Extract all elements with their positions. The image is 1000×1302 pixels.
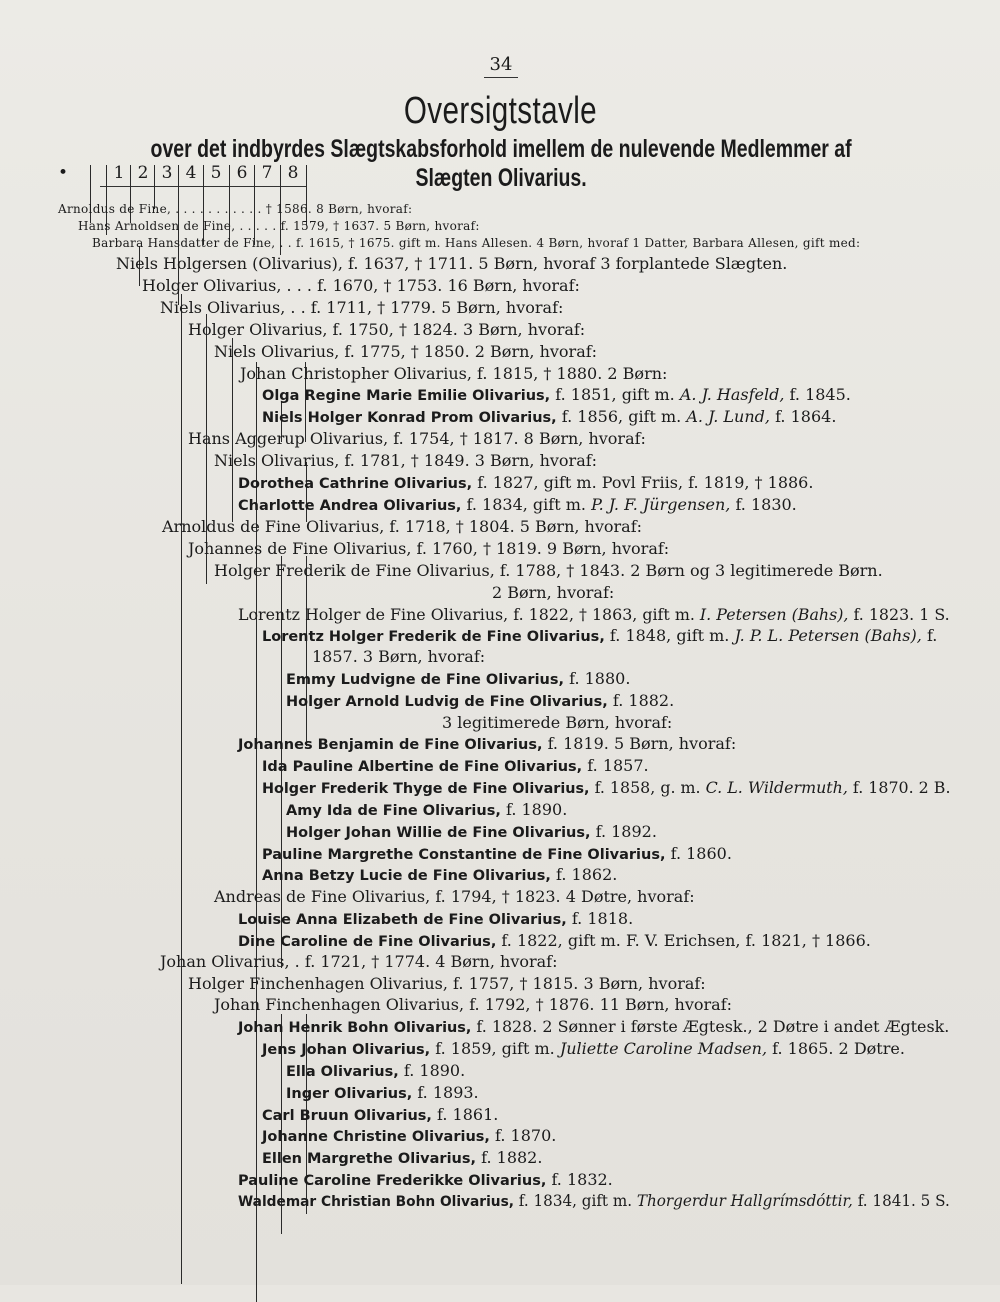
person-details: f. 1851, gift m. [555, 385, 675, 404]
spouse-name: J. P. L. Petersen (Bahs), [734, 626, 922, 645]
person-details: f. 1815, † 1880. 2 Børn: [477, 364, 668, 383]
person-name: Dine Caroline de Fine Olivarius, [238, 934, 497, 950]
family-row [238, 472, 813, 494]
page-number: 34 [484, 54, 518, 78]
person-details-tail: f. 1865. 2 Døtre. [772, 1039, 905, 1058]
person-name: Johan Christopher Olivarius, [240, 364, 472, 383]
person-details: 1857. 3 Børn, hvoraf: [312, 647, 486, 666]
family-row [188, 973, 706, 995]
spouse-name: P. J. F. Jürgensen, [591, 495, 731, 514]
family-row [312, 646, 485, 668]
page-subtitle: over det indbyrdes Slægtskabsforhold imellem de nulevende Medlemmer af Slægten Olivarius. [150, 135, 852, 192]
person-details: f. 1637, † 1711. 5 Børn, hvoraf 3 forplantede Slægten. [348, 254, 788, 273]
spouse-name: Juliette Caroline Madsen, [559, 1039, 768, 1058]
person-details: . . . . . . . . . . . † 1586. 8 Børn, hvoraf: [175, 202, 413, 216]
person-details: f. 1818. [571, 909, 634, 928]
family-row [262, 843, 732, 865]
family-row [92, 236, 860, 250]
person-name: Carl Bruun Olivarius, [262, 1108, 432, 1124]
person-details: f. 1857. [587, 756, 649, 775]
generation-number: 6 [236, 163, 248, 183]
family-row [78, 219, 480, 233]
person-name: Niels Holger Konrad Prom Olivarius, [262, 410, 557, 426]
person-details: f. 1819. 5 Børn, hvoraf: [547, 734, 737, 753]
family-row [238, 1190, 950, 1212]
person-name: Ella Olivarius, [286, 1064, 399, 1080]
person-details: f. 1788, † 1843. 2 Børn og 3 legitimerede Børn. [499, 561, 883, 580]
person-details: . . f. 1711, † 1779. 5 Børn, hvoraf: [290, 298, 564, 317]
person-name: Johannes Benjamin de Fine Olivarius, [238, 737, 543, 753]
family-row [286, 668, 630, 690]
family-row [214, 994, 732, 1016]
generation-number: 2 [137, 163, 149, 183]
family-row [262, 777, 950, 799]
lineage-line [306, 556, 307, 746]
person-name: Holger Johan Willie de Fine Olivarius, [286, 825, 591, 841]
person-details: f. 1890. [505, 800, 568, 819]
person-details: f. 1870. [495, 1126, 557, 1145]
person-name: Johan Finchenhagen Olivarius, [214, 995, 465, 1014]
person-details-tail: f. 1830. [735, 495, 797, 514]
family-row [160, 297, 563, 319]
person-details: . . f. 1615, † 1675. gift m. Hans Allesen. 4 Børn, hvoraf 1 Datter, Barbara Allesen, gift med: [279, 236, 861, 250]
family-row [116, 253, 787, 275]
person-details: . . . f. 1670, † 1753. 16 Børn, hvoraf: [286, 276, 580, 295]
person-name: Holger Finchenhagen Olivarius, [188, 974, 448, 993]
person-name: Arnoldus de Fine Olivarius, [162, 517, 385, 536]
family-row [262, 1147, 542, 1169]
person-details: . f. 1721, † 1774. 4 Børn, hvoraf: [294, 952, 558, 971]
person-details: f. 1794, † 1823. 4 Døtre, hvoraf: [435, 887, 695, 906]
page-title: Oversigtstavle [403, 90, 598, 132]
person-name: Hans Arnoldsen de Fine, [78, 219, 236, 233]
generation-number: 4 [185, 163, 197, 183]
person-details: f. 1892. [595, 822, 657, 841]
family-row [262, 1104, 498, 1126]
spouse-name: A. J. Lund, [686, 407, 770, 426]
family-row [262, 755, 649, 777]
spouse-name: Thorgerdur Hallgrímsdóttir, [636, 1191, 853, 1210]
family-row [214, 560, 883, 582]
family-row [262, 406, 836, 428]
person-name: Niels Olivarius, [214, 342, 340, 361]
family-row [214, 450, 597, 472]
person-name: Holger Olivarius, [188, 320, 328, 339]
family-row [188, 319, 585, 341]
family-row [442, 712, 672, 734]
person-details: f. 1890. [403, 1061, 466, 1080]
family-row [238, 604, 950, 626]
generation-bullet: • [57, 163, 69, 183]
family-row [286, 799, 567, 821]
person-name: Niels Olivarius, [160, 298, 286, 317]
person-name: Hans Aggerup Olivarius, [188, 429, 389, 448]
person-details: f. 1828. 2 Sønner i første Ægtesk., 2 Døtre i andet Ægtesk. [476, 1017, 950, 1036]
person-name: Holger Frederik de Fine Olivarius, [214, 561, 495, 580]
family-row [214, 886, 695, 908]
person-name: Lorentz Holger de Fine Olivarius, [238, 605, 509, 624]
person-name: Inger Olivarius, [286, 1086, 413, 1102]
person-details: f. 1822, † 1863, gift m. [513, 605, 695, 624]
family-row [58, 202, 412, 216]
person-name: Amy Ida de Fine Olivarius, [286, 803, 501, 819]
person-details: f. 1858, g. m. [594, 778, 701, 797]
person-details: f. 1827, gift m. Povl Friis, f. 1819, † 1886. [477, 473, 814, 492]
family-row [492, 582, 614, 604]
person-details: f. 1860. [670, 844, 732, 863]
person-name: Holger Arnold Ludvig de Fine Olivarius, [286, 694, 608, 710]
person-details: f. 1882. [481, 1148, 543, 1167]
family-row [188, 538, 669, 560]
spouse-name: C. L. Wildermuth, [705, 778, 848, 797]
family-row [262, 384, 851, 406]
person-name: Johannes de Fine Olivarius, [188, 539, 412, 558]
person-name: Pauline Margrethe Constantine de Fine Olivarius, [262, 847, 666, 863]
person-details-tail: f. [926, 626, 938, 645]
person-name: Niels Holgersen (Olivarius), [116, 254, 343, 273]
person-details: f. 1832. [551, 1170, 613, 1189]
person-details-tail: f. 1841. 5 S. [857, 1191, 950, 1210]
generation-number: 5 [210, 163, 222, 183]
person-details: f. 1834, gift m. [466, 495, 586, 514]
person-name: Johanne Christine Olivarius, [262, 1129, 490, 1145]
family-row [188, 428, 646, 450]
person-details: 3 legitimerede Børn, hvoraf: [442, 713, 673, 732]
person-name: Pauline Caroline Frederikke Olivarius, [238, 1173, 547, 1189]
spouse-name: A. J. Hasfeld, [679, 385, 785, 404]
person-details: f. 1834, gift m. [518, 1191, 633, 1210]
family-row [238, 908, 633, 930]
person-name: Johan Olivarius, [160, 952, 290, 971]
person-name: Ellen Margrethe Olivarius, [262, 1151, 477, 1167]
lineage-line [181, 294, 182, 1284]
family-row [262, 1125, 556, 1147]
generation-number: 1 [113, 163, 125, 183]
person-details: f. 1861. [437, 1105, 499, 1124]
person-name: Ida Pauline Albertine de Fine Olivarius, [262, 759, 583, 775]
family-row [286, 1082, 479, 1104]
family-row [238, 1016, 949, 1038]
person-details: f. 1848, gift m. [609, 626, 730, 645]
person-name: Anna Betzy Lucie de Fine Olivarius, [262, 868, 551, 884]
person-name: Holger Frederik Thyge de Fine Olivarius, [262, 781, 590, 797]
person-name: Jens Johan Olivarius, [262, 1042, 431, 1058]
person-details: f. 1775, † 1850. 2 Børn, hvoraf: [344, 342, 598, 361]
family-row [214, 341, 597, 363]
person-details: f. 1822, gift m. F. V. Erichsen, f. 1821, † 1866. [501, 931, 871, 950]
person-details: f. 1754, † 1817. 8 Børn, hvoraf: [393, 429, 646, 448]
person-details: f. 1880. [569, 669, 631, 688]
person-name: Johan Henrik Bohn Olivarius, [238, 1020, 472, 1036]
person-details: f. 1893. [417, 1083, 479, 1102]
family-row [238, 930, 871, 952]
family-row [162, 516, 642, 538]
person-details: . . . . . f. 1579, † 1637. 5 Børn, hvoraf: [239, 219, 480, 233]
person-name: Lorentz Holger Frederik de Fine Olivarius, [262, 629, 605, 645]
generation-divider [306, 165, 307, 225]
person-details: f. 1757, † 1815. 3 Børn, hvoraf: [453, 974, 706, 993]
family-row [238, 1169, 613, 1191]
family-row [286, 821, 657, 843]
spouse-name: I. Petersen (Bahs), [699, 605, 849, 624]
family-row [240, 363, 667, 385]
person-details: f. 1781, † 1849. 3 Børn, hvoraf: [344, 451, 598, 470]
person-details-tail: f. 1870. 2 B. [852, 778, 951, 797]
person-details: f. 1760, † 1819. 9 Børn, hvoraf: [416, 539, 670, 558]
person-name: Barbara Hansdatter de Fine, [92, 236, 276, 250]
person-details-tail: f. 1845. [789, 385, 851, 404]
person-details: f. 1882. [612, 691, 675, 710]
person-details-tail: f. 1864. [775, 407, 837, 426]
person-details: f. 1862. [556, 865, 618, 884]
family-row [286, 690, 674, 712]
family-row [262, 864, 617, 886]
person-details: 2 Børn, hvoraf: [492, 583, 615, 602]
generation-header [0, 163, 320, 187]
person-details: f. 1718, † 1804. 5 Børn, hvoraf: [389, 517, 643, 536]
person-name: Niels Olivarius, [214, 451, 340, 470]
family-row [142, 275, 580, 297]
family-row [238, 494, 797, 516]
person-name: Andreas de Fine Olivarius, [214, 887, 431, 906]
person-name: Waldemar Christian Bohn Olivarius, [238, 1194, 514, 1210]
person-details-tail: f. 1823. 1 S. [853, 605, 950, 624]
person-details: f. 1750, † 1824. 3 Børn, hvoraf: [332, 320, 586, 339]
family-row [238, 733, 736, 755]
family-row [286, 1060, 465, 1082]
person-name: Olga Regine Marie Emilie Olivarius, [262, 388, 551, 404]
family-row [160, 951, 558, 973]
family-row [262, 1038, 905, 1060]
person-details: f. 1792, † 1876. 11 Børn, hvoraf: [469, 995, 733, 1014]
person-name: Dorothea Cathrine Olivarius, [238, 476, 473, 492]
person-details: f. 1859, gift m. [435, 1039, 555, 1058]
person-name: Holger Olivarius, [142, 276, 282, 295]
person-name: Louise Anna Elizabeth de Fine Olivarius, [238, 912, 567, 928]
person-name: Charlotte Andrea Olivarius, [238, 498, 462, 514]
generation-number: 3 [161, 163, 173, 183]
generation-number: 7 [261, 163, 273, 183]
person-details: f. 1856, gift m. [561, 407, 682, 426]
person-name: Arnoldus de Fine, [58, 202, 172, 216]
family-row [262, 625, 937, 647]
person-name: Emmy Ludvigne de Fine Olivarius, [286, 672, 564, 688]
generation-number: 8 [287, 163, 299, 183]
